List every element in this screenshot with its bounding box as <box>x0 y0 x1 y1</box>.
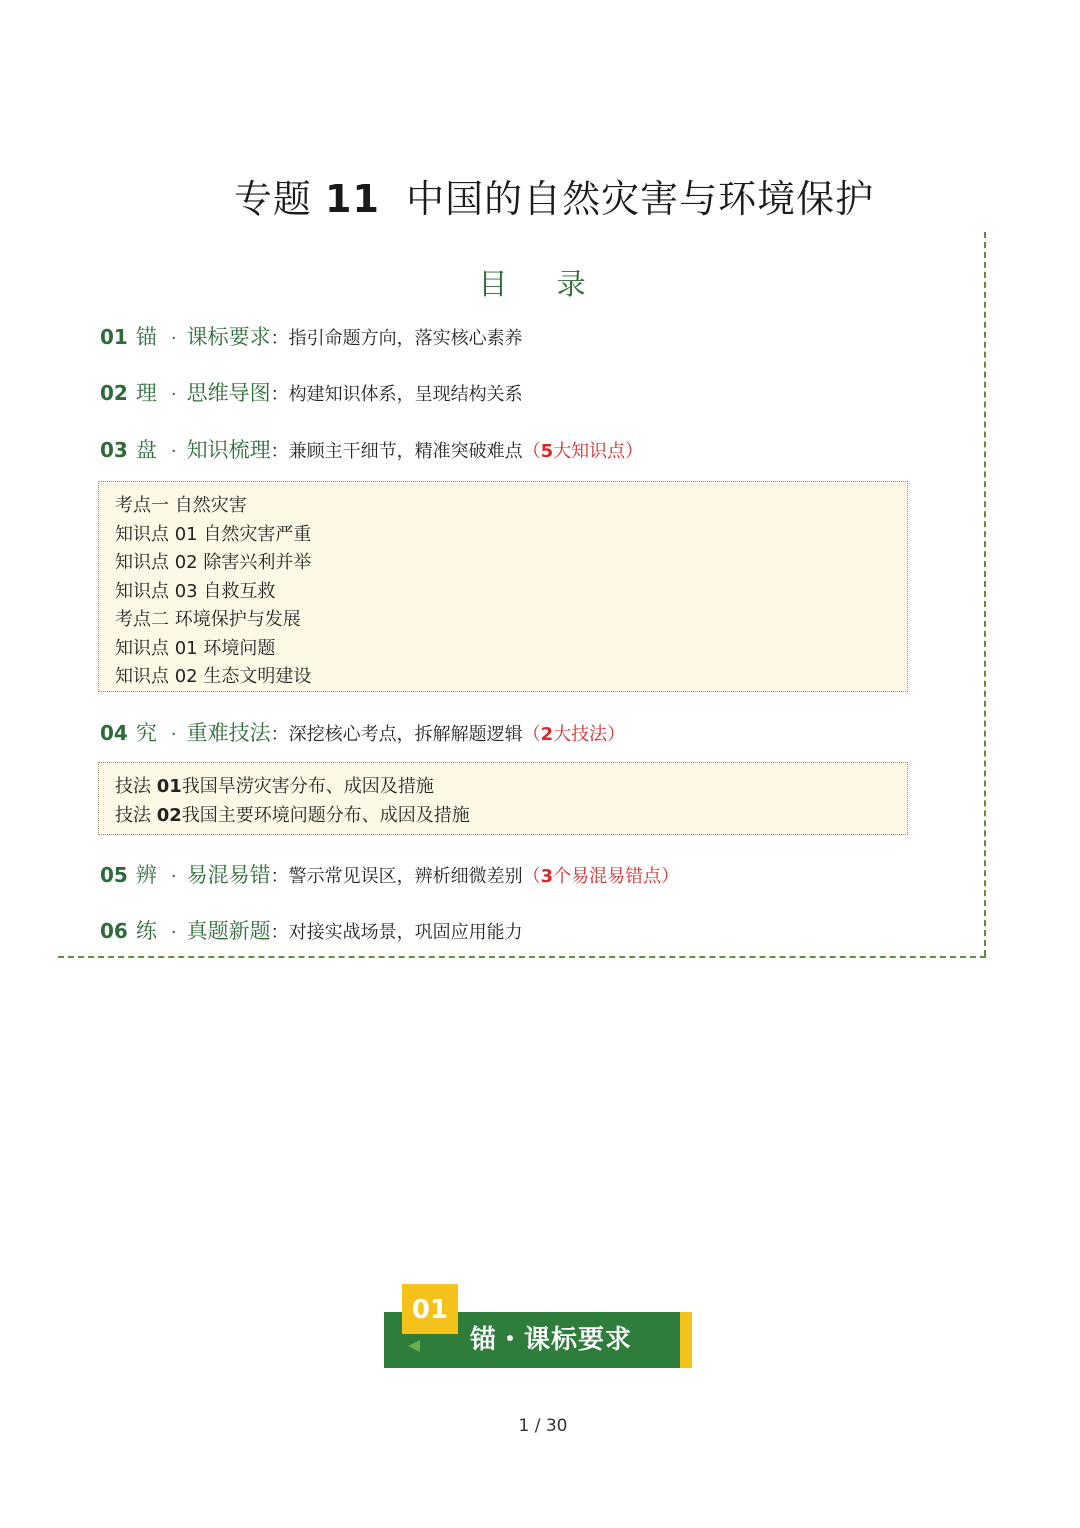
toc-item-char: 盘 <box>135 438 157 462</box>
toc-item-category: 易混易错 <box>186 863 271 887</box>
knowledge-item[interactable]: 考点一 自然灾害 <box>115 495 247 516</box>
section-badge <box>384 1284 694 1370</box>
toc-item-desc: 对接实战场景，巩固应用能力 <box>288 922 523 943</box>
knowledge-points-box <box>98 481 908 692</box>
toc-item-number: 04 <box>100 721 128 745</box>
title-text: 中国的自然灾害与环境保护 <box>406 177 875 221</box>
badge-label: 锚・课标要求 <box>470 1325 633 1355</box>
toc-item-note: （3个易混易错点） <box>522 866 680 887</box>
toc-item-03[interactable]: 03 盘 · 知识梳理：兼顾主干细节，精准突破难点（5大知识点） <box>100 438 644 462</box>
toc-item-note: （5大知识点） <box>522 441 644 462</box>
toc-item-desc: 兼顾主干细节，精准突破难点 <box>288 441 523 462</box>
toc-item-category: 知识梳理 <box>186 438 271 462</box>
toc-item-05[interactable]: 05 辨 · 易混易错：警示常见误区，辨析细微差别（3个易混易错点） <box>100 863 680 887</box>
toc-item-number: 01 <box>100 325 128 349</box>
toc-item-01[interactable]: 01 锚 · 课标要求：指引命题方向，落实核心素养 <box>100 325 523 349</box>
badge-stripe <box>680 1312 692 1368</box>
page-title <box>0 168 1080 223</box>
techniques-box <box>98 762 908 835</box>
toc-item-number: 06 <box>100 919 128 943</box>
badge-number: 01 <box>402 1284 458 1334</box>
toc-item-desc: 警示常见误区，辨析细微差别 <box>288 866 523 887</box>
knowledge-item[interactable]: 考点二 环境保护与发展 <box>115 609 301 630</box>
toc-item-category: 真题新题 <box>186 919 271 943</box>
separator-dot: · <box>170 866 177 887</box>
knowledge-item[interactable]: 知识点 02 除害兴利并举 <box>115 552 312 573</box>
technique-item[interactable]: 技法 02我国主要环境问题分布、成因及措施 <box>115 804 470 826</box>
toc-item-note: （2大技法） <box>522 724 626 745</box>
toc-item-02[interactable]: 02 理 · 思维导图：构建知识体系，呈现结构关系 <box>100 381 523 405</box>
toc-item-category: 课标要求 <box>186 325 271 349</box>
toc-item-char: 锚 <box>135 325 157 349</box>
separator-dot: · <box>170 328 177 349</box>
toc-item-desc: 深挖核心考点，拆解解题逻辑 <box>288 724 523 745</box>
arrow-icon <box>408 1340 420 1352</box>
toc-item-desc: 构建知识体系，呈现结构关系 <box>288 384 523 405</box>
toc-item-desc: 指引命题方向，落实核心素养 <box>288 328 523 349</box>
toc-item-number: 02 <box>100 381 128 405</box>
toc-item-number: 05 <box>100 863 128 887</box>
knowledge-item[interactable]: 知识点 01 自然灾害严重 <box>115 523 312 545</box>
toc-item-char: 理 <box>135 381 157 405</box>
dashed-border-bottom <box>58 956 986 958</box>
dashed-border-right <box>984 232 986 956</box>
separator-dot: · <box>170 384 177 405</box>
toc-heading: 目 录 <box>478 267 606 301</box>
page-number: 1 / 30 <box>518 1416 568 1436</box>
toc-item-number: 03 <box>100 438 128 462</box>
toc-item-char: 练 <box>135 919 157 943</box>
knowledge-item[interactable]: 知识点 01 环境问题 <box>115 637 276 659</box>
separator-dot: · <box>170 441 177 462</box>
toc-item-04[interactable]: 04 究 · 重难技法：深挖核心考点，拆解解题逻辑（2大技法） <box>100 721 626 745</box>
knowledge-item[interactable]: 知识点 02 生态文明建设 <box>115 666 312 687</box>
toc-item-category: 重难技法 <box>186 721 271 745</box>
technique-item[interactable]: 技法 01我国旱涝灾害分布、成因及措施 <box>115 776 434 797</box>
separator-dot: · <box>170 922 177 943</box>
toc-item-char: 究 <box>135 721 157 745</box>
toc-item-char: 辨 <box>135 863 157 887</box>
title-prefix: 专题 <box>233 177 312 221</box>
toc-item-06[interactable]: 06 练 · 真题新题：对接实战场景，巩固应用能力 <box>100 919 523 943</box>
title-number: 11 <box>325 177 380 221</box>
separator-dot: · <box>170 724 177 745</box>
toc-item-category: 思维导图 <box>186 381 271 405</box>
knowledge-item[interactable]: 知识点 03 自救互救 <box>115 580 276 602</box>
